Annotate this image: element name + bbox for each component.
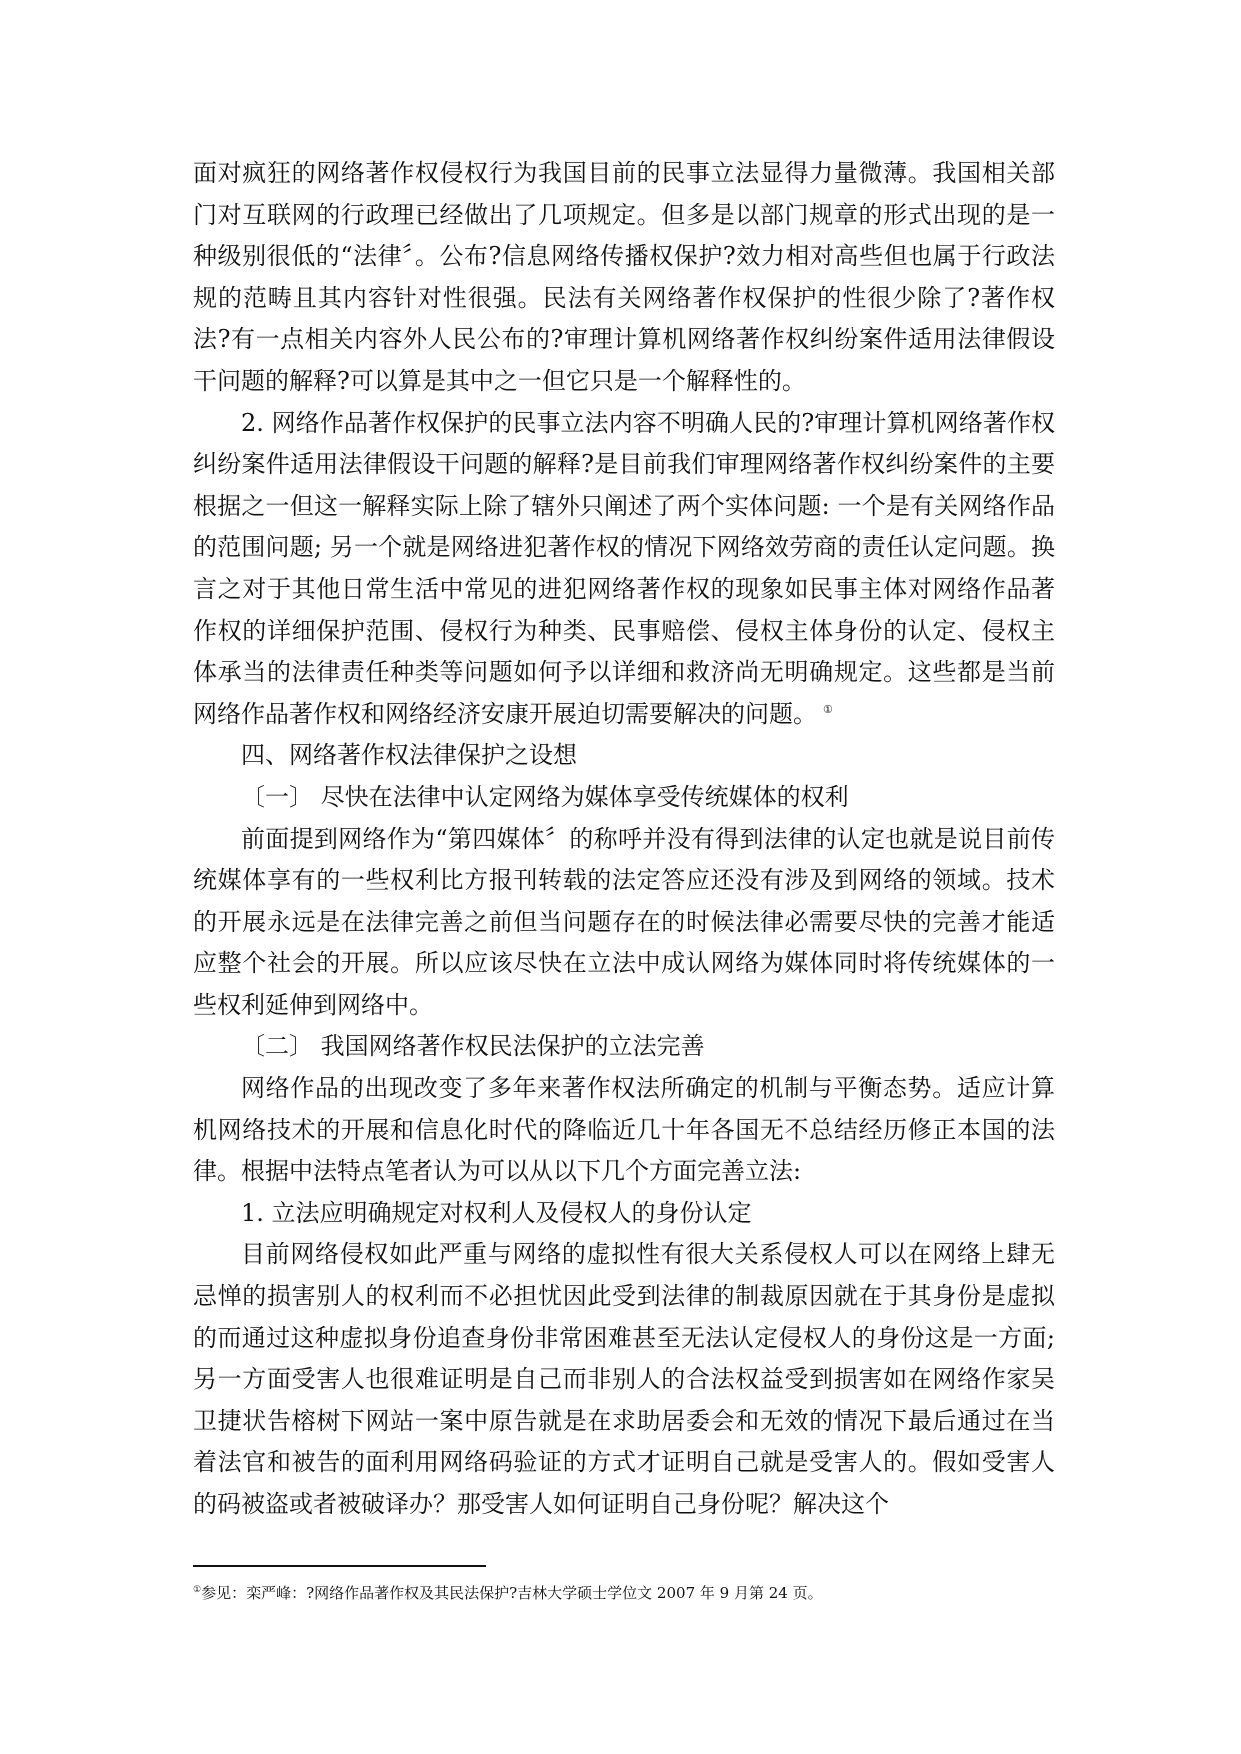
subheading-2: 〔二〕 我国网络著作权民法保护的立法完善: [241, 1032, 705, 1061]
paragraph-5: 目前网络侵权如此严重与网络的虚拟性有很大关系侵权人可以在网络上肆无忌惮的损害别人的权利而不必担忧因此受到法律的制裁原因就在于其身份是虚拟的而通过这种虚拟身份追查身份非常困难甚至无法认定侵权人的身份这是一方面; 另一方面受害人也很难证明是自己而非别人的合法权益受到损害如在网络作家吴卫捷状告榕树下网站一案中原告就是在求助居委会和无效的情况下最后通过在当着法官和被告的面利用网络码验证的方式才证明自己就是受害人的。假如受害人的码被盗或者被破译办？那受害人如何证明自己身份呢？解决这个: [193, 1240, 1055, 1518]
subheading-1: 〔一〕 尽快在法律中认定网络为媒体享受传统媒体的权利: [241, 782, 849, 811]
paragraph-4: 网络作品的出现改变了多年来著作权法所确定的机制与平衡态势。适应计算机网络技术的开展和信息化时代的降临近几十年各国无不总结经历修正本国的法律。根据中法特点笔者认为可以从以下几个方面完善立法:: [193, 1074, 1055, 1186]
footnote: [193, 1582, 1093, 1604]
footnote-mark: ①: [193, 1585, 202, 1595]
paragraph-2: [193, 403, 1055, 736]
item-heading-1: 1. 立法应明确规定对权利人及侵权人的身份认定: [241, 1198, 752, 1227]
footnote-divider: [193, 1565, 486, 1567]
paragraph-1: 面对疯狂的网络著作权侵权行为我国目前的民事立法显得力量微薄。我国相关部门对互联网的行政理已经做出了几项规定。但多是以部门规章的形式出现的是一种级别很低的“法律〞。公布?信息网络传播权保护?效力相对高些但也属于行政法规的范畴且其内容针对性很强。民法有关网络著作权保护的性很少除了?著作权法?有一点相关内容外人民公布的?审理计算机网络著作权纠纷案件适用法律假设干问题的解释?可以算是其中之一但它只是一个解释性的。: [193, 159, 1055, 395]
paragraph-2-text: 2. 网络作品著作权保护的民事立法内容不明确人民的?审理计算机网络著作权纠纷案件适用法律假设干问题的解释?是目前我们审理网络著作权纠纷案件的主要根据之一但这一解释实际上除了辖外只阐述了两个实体问题: 一个是有关网络作品的范围问题; 另一个就是网络进犯著作权的情况下网络效劳商的责任认定问题。换言之对于其他日常生活中常见的进犯网络著作权的现象如民事主体对网络作品著作权的详细保护范围、侵权行为种类、民事赔偿、侵权主体身份的认定、侵权主体承当的法律责任种类等问题如何予以详细和救济尚无明确规定。这些都是当前网络作品著作权和网络经济安康开展迫切需要解决的问题。: [193, 408, 1055, 728]
body-text: [193, 153, 1055, 1526]
paragraph-3: 前面提到网络作为“第四媒体〞的称呼并没有得到法律的认定也就是说目前传统媒体享有的一些权利比方报刊转载的法定答应还没有涉及到网络的领域。技术的开展永远是在法律完善之前但当问题存在的时候法律必需要尽快的完善才能适应整个社会的开展。所以应该尽快在立法中成认网络为媒体同时将传统媒体的一些权利延伸到网络中。: [193, 824, 1055, 1019]
section-heading-4: 四、网络著作权法律保护之设想: [241, 741, 577, 770]
footnote-text: 参见：栾严峰：?网络作品著作权及其民法保护?吉林大学硕士学位文 2007 年 9 月第 24 页。: [201, 1584, 823, 1602]
footnote-reference[interactable]: ①: [823, 702, 833, 716]
